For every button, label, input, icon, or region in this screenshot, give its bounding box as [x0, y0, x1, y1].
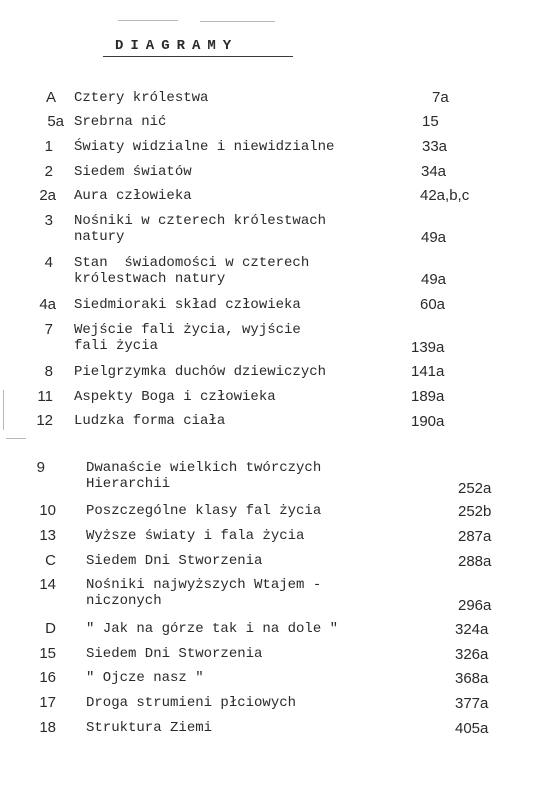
diagram-title: Struktura Ziemi [86, 720, 213, 736]
page-reference: 377a [455, 695, 489, 712]
diagram-number: 1 [44, 138, 53, 155]
diagram-title: Aura człowieka [74, 188, 192, 204]
page-reference: 326a [455, 646, 489, 663]
page-reference: 42a,b,c [420, 187, 470, 204]
diagram-title: Wejście fali życia, wyjście fali życia [74, 322, 301, 354]
diagram-number: 4 [44, 254, 53, 271]
page-reference: 49a [421, 229, 447, 246]
page-reference: 141a [411, 363, 445, 380]
page-reference: 190a [411, 413, 445, 430]
diagram-title: Aspekty Boga i człowieka [74, 389, 276, 405]
diagram-number: 18 [39, 719, 56, 736]
page-reference: 288a [458, 553, 492, 570]
scan-speck [200, 21, 275, 22]
diagram-number: 14 [39, 576, 56, 593]
page-reference: 49a [421, 271, 447, 288]
diagram-number: C [45, 552, 56, 569]
diagram-number: 3 [44, 212, 53, 229]
diagram-title: Srebrna nić [74, 114, 167, 130]
scan-speck [118, 20, 178, 21]
diagram-title: Siedmioraki skład człowieka [74, 297, 301, 313]
diagram-title: " Jak na górze tak i na dole " [86, 621, 339, 637]
diagram-title: Cztery królestwa [74, 90, 209, 106]
diagram-number: 10 [39, 502, 56, 519]
diagram-title: Światy widzialne i niewidzialne [74, 139, 335, 155]
page-reference: 368a [455, 670, 489, 687]
diagram-title: Droga strumieni płciowych [86, 695, 297, 711]
diagram-number: 2 [44, 163, 53, 180]
diagram-number: 2a [39, 187, 56, 204]
page-reference: 296a [458, 597, 492, 614]
diagram-title: Wyższe światy i fala życia [86, 528, 305, 544]
page-reference: 189a [411, 388, 445, 405]
page-reference: 7a [432, 89, 449, 106]
diagram-number: 11 [37, 388, 53, 405]
diagram-title: " Ojcze nasz " [86, 670, 204, 686]
diagram-title: Stan świadomości w czterech królestwach natury [74, 255, 310, 287]
page-reference: 252b [458, 503, 492, 520]
title-underline [103, 56, 293, 57]
scan-speck [6, 438, 26, 439]
scan-speck [3, 390, 4, 430]
page-reference: 287a [458, 528, 492, 545]
diagram-title: Siedem światów [74, 164, 192, 180]
page-reference: 60a [420, 296, 446, 313]
page-reference: 139a [411, 339, 445, 356]
diagram-number: 5a [47, 113, 64, 130]
diagram-title: Siedem Dni Stworzenia [86, 553, 263, 569]
diagram-number: 13 [39, 527, 56, 544]
page-reference: 15 [422, 113, 439, 130]
page-reference: 252a [458, 480, 492, 497]
diagram-number: 17 [39, 694, 56, 711]
diagram-number: 15 [39, 645, 56, 662]
diagram-number: D [45, 620, 56, 637]
diagram-title: Nośniki w czterech królestwach natury [74, 213, 327, 245]
page-reference: 324a [455, 621, 489, 638]
page-title: DIAGRAMY [115, 38, 239, 54]
diagram-title: Ludzka forma ciała [74, 413, 226, 429]
diagram-title: Poszczególne klasy fal życia [86, 503, 322, 519]
diagram-number: 9 [36, 459, 45, 476]
page-reference: 33a [422, 138, 448, 155]
diagram-title: Dwanaście wielkich twórczych Hierarchii [86, 460, 322, 492]
diagram-title: Siedem Dni Stworzenia [86, 646, 263, 662]
page-reference: 405a [455, 720, 489, 737]
diagram-number: 12 [36, 412, 53, 429]
page-reference: 34a [421, 163, 447, 180]
diagram-number: 8 [44, 363, 53, 380]
diagram-title: Pielgrzymka duchów dziewiczych [74, 364, 327, 380]
diagram-number: A [45, 89, 56, 106]
diagram-title: Nośniki najwyższych Wtajem - niczonych [86, 577, 322, 609]
diagram-number: 16 [39, 669, 56, 686]
diagram-number: 4a [39, 296, 56, 313]
diagram-number: 7 [44, 321, 53, 338]
